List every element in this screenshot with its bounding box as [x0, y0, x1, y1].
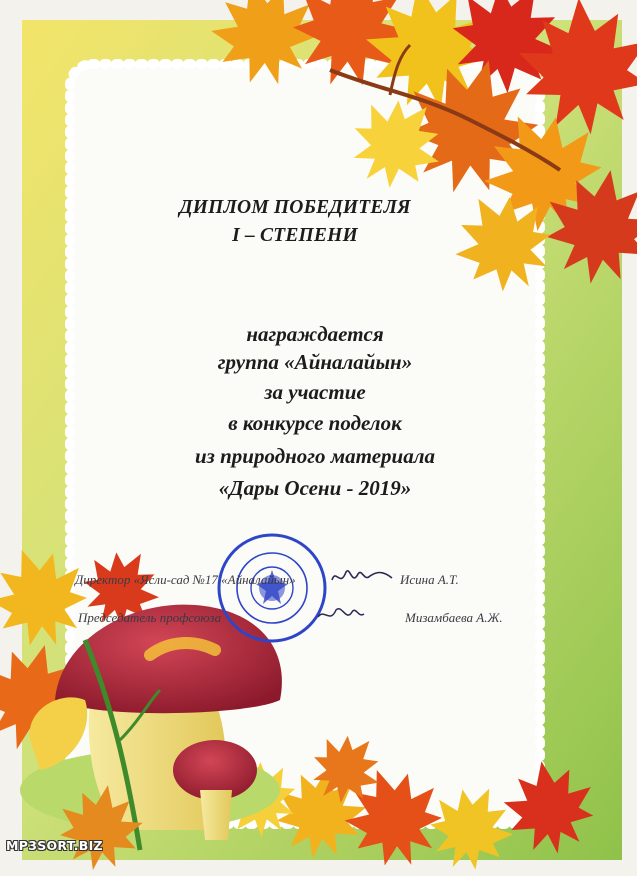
body-line: из природного материала	[194, 444, 435, 468]
body-line: за участие	[264, 380, 366, 404]
union-label: Председатель профсоюза	[78, 610, 222, 625]
director-name: Исина А.Т.	[400, 572, 459, 587]
diploma-title-line2: I – СТЕПЕНИ	[232, 225, 358, 246]
body-line: награждается	[246, 322, 384, 346]
diploma-title-line1: ДИПЛОМ ПОБЕДИТЕЛЯ	[179, 197, 411, 218]
body-line: «Дары Осени - 2019»	[218, 476, 412, 500]
watermark: MP3SORT.BIZ	[6, 838, 103, 853]
union-name: Мизамбаева А.Ж.	[405, 610, 503, 625]
body-line: группа «Айналайын»	[217, 350, 413, 374]
body-line: в конкурсе поделок	[228, 411, 402, 435]
director-label: Директор «Ясли-сад №17 «Айналайын»	[75, 572, 296, 587]
